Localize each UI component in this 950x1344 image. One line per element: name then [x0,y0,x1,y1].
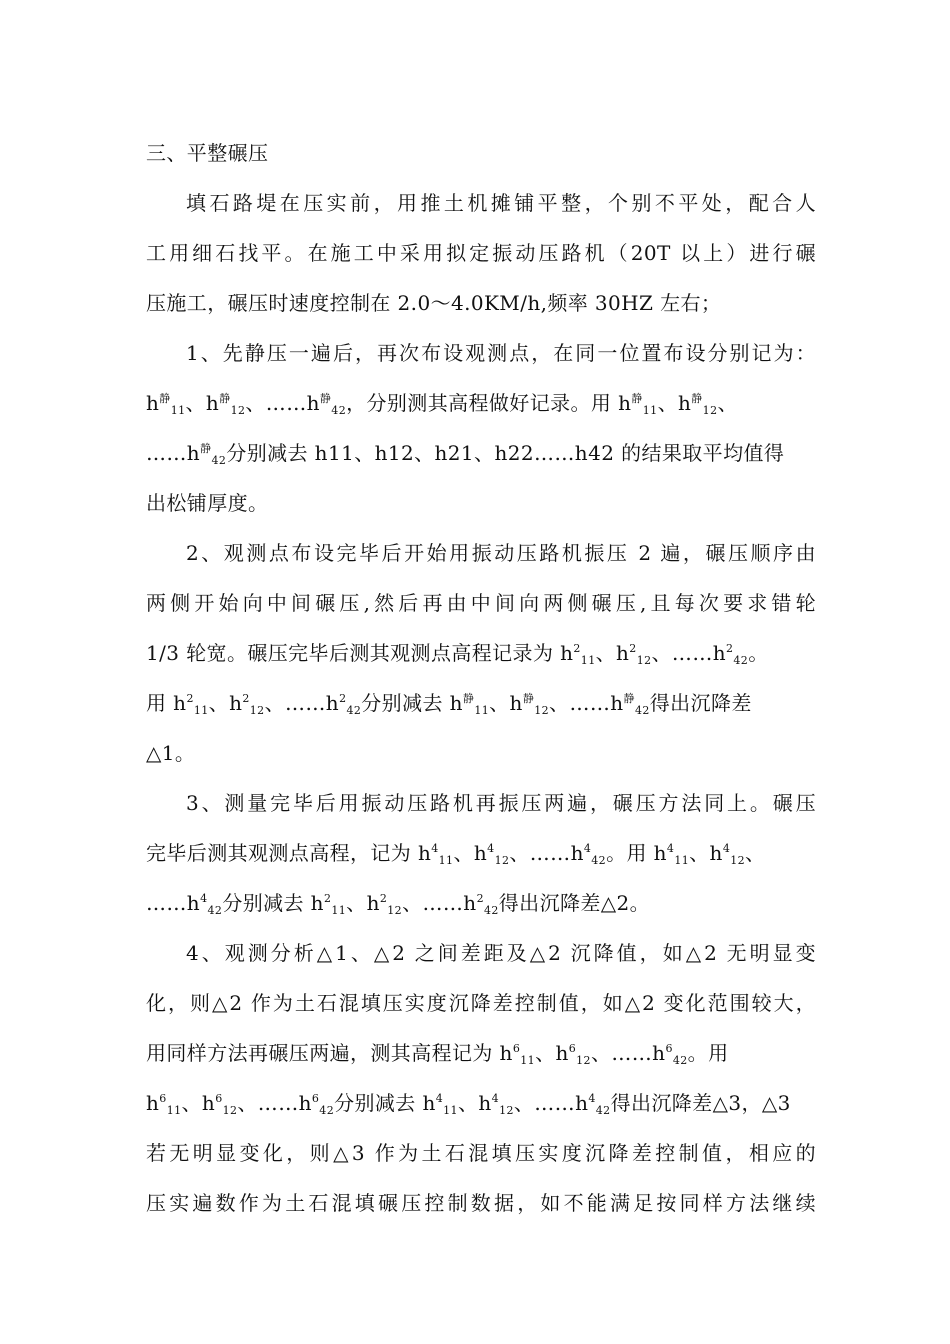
p4-line-1: 4、观测分析△1、△2 之间差距及△2 沉降值，如△2 无明显变 [186,941,816,965]
p4-line-2: 化，则△2 作为土石混填压实度沉降差控制值，如△2 变化范围较大， [146,991,816,1015]
p3-line-1: 3、测量完毕后用振动压路机再振压两遍，碾压方法同上。碾压 [186,791,816,815]
intro-line-3: 压施工，碾压时速度控制在 2.0～4.0KM/h,频率 30HZ 左右； [146,291,722,315]
p4-line-4: $h^6_{11}$、$h^6_{12}$、$\dots\dots h^6_{42}$分别减去 $h^4_{11}$、$h^4_{12}$、$\dots\dots h^4_{42}$得出沉降差△3，△3 [146,1091,791,1117]
p2-line-2: 两侧开始向中间碾压,然后再由中间向两侧碾压,且每次要求错轮 [146,591,816,615]
p2-line-4: 用 $h^2_{11}$、$h^2_{12}$、$\dots\dots h^2_{42}$分别减去 $h^静_{11}$、$h^静_{12}$、$\dots\dots h^静_{42}$得出沉降差 [146,691,752,717]
p2-line-5: △1。 [146,741,196,765]
p1-line-1: 1、先静压一遍后，再次布设观测点，在同一位置布设分别记为： [186,341,816,365]
intro-line-2: 工用细石找平。在施工中采用拟定振动压路机（20T 以上）进行碾 [146,241,816,265]
p1-line-2: $h^静_{11}$、$h^静_{12}$、$\dots\dots h^静_{42}$，分别测其高程做好记录。用 $h^静_{11}$、$h^静_{12}$、 [146,391,738,417]
section-heading: 三、平整碾压 [146,141,269,165]
p4-line-3: 用同样方法再碾压两遍，测其高程记为 $h^6_{11}$、$h^6_{12}$、$\dots\dots h^6_{42}$。用 [146,1041,729,1067]
intro-line-1: 填石路堤在压实前，用推土机摊铺平整，个别不平处，配合人 [186,191,816,215]
p2-line-3: 1/3 轮宽。碾压完毕后测其观测点高程记录为 $h^2_{11}$、$h^2_{12}$、$\dots\dots h^2_{42}$。 [146,641,769,667]
p1-line-3: $\dots\dots h^静_{42}$分别减去 h11、h12、h21、h22……h42 的结果取平均值得 [146,441,785,467]
p2-line-1: 2、观测点布设完毕后开始用振动压路机振压 2 遍，碾压顺序由 [186,541,816,565]
p4-line-5: 若无明显变化，则△3 作为土石混填压实度沉降差控制值，相应的 [146,1141,816,1165]
p3-line-3: $\dots\dots h^4_{42}$分别减去 $h^2_{11}$、$h^2_{12}$、$\dots\dots h^2_{42}$得出沉降差△2。 [146,891,651,917]
p1-line-4: 出松铺厚度。 [146,491,269,515]
document-page [146,136,816,1236]
p3-line-2: 完毕后测其观测点高程，记为 $h^4_{11}$、$h^4_{12}$、$\dots\dots h^4_{42}$。用 $h^4_{11}$、$h^4_{12}$、 [146,841,766,867]
p4-line-6: 压实遍数作为土石混填碾压控制数据，如不能满足按同样方法继续 [146,1191,816,1215]
